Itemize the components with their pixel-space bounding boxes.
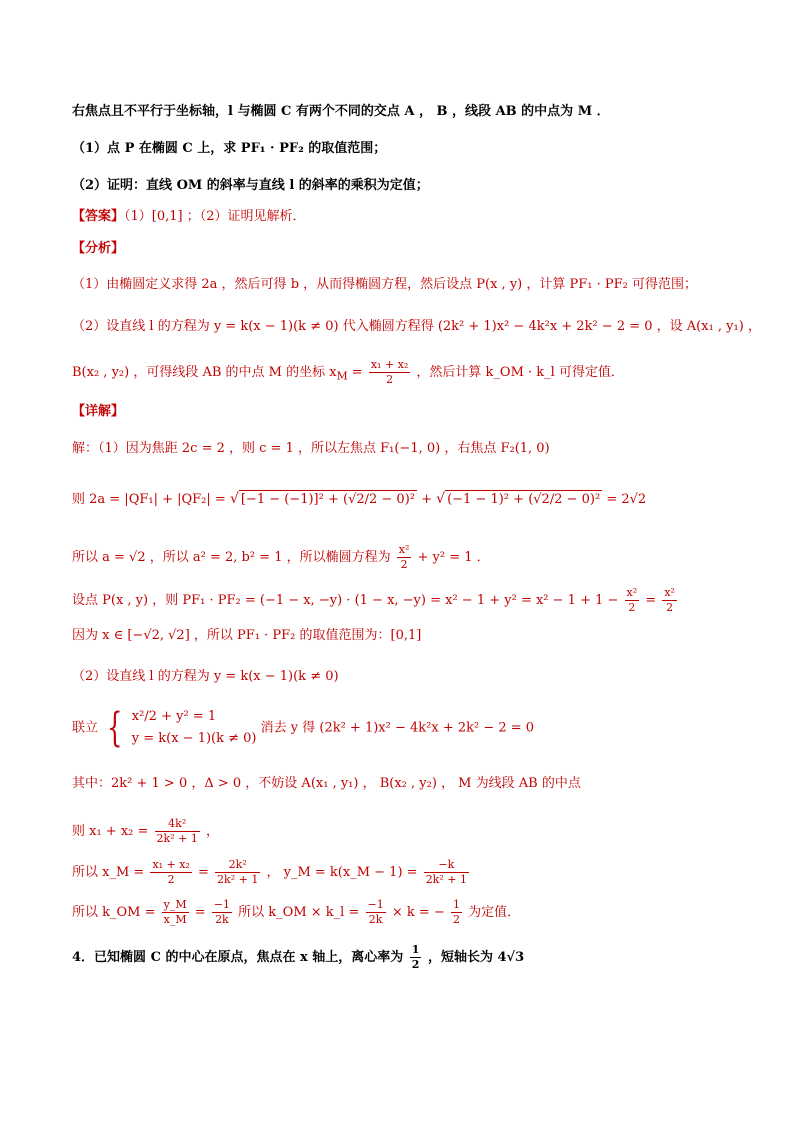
- detail-step-7: [72, 706, 534, 750]
- d10-fraction-1-den: 2: [167, 873, 175, 886]
- midpoint-fraction: [369, 358, 410, 387]
- analysis-2b-text-pre: B(x₂ , y₂) ，可得线段 AB 的中点 M 的坐标 x: [72, 365, 337, 380]
- d3-post: + y² = 1 ．: [417, 550, 490, 565]
- d11-fraction-4-den: 2: [452, 913, 460, 926]
- eccentricity-fraction-num: 1: [411, 943, 420, 956]
- detail-step-3: [72, 543, 490, 572]
- d11-fraction-3-num: −1: [367, 898, 384, 911]
- q4-pre: 4．已知椭圆 C 的中心在原点，焦点在 x 轴上，离心率为: [72, 950, 408, 965]
- ellipse-fraction: [397, 543, 412, 572]
- analysis-step-2a: （2）设直线 l 的方程为 y = k(x − 1)(k ≠ 0) 代入椭圆方程得 (2k² + 1)x² − 4k²x + 2k² − 2 = 0 ，设 A(x₁ , y₁) ，: [72, 319, 761, 334]
- left-brace: {: [107, 705, 123, 751]
- sum-fraction-den: 2k² + 1: [156, 832, 198, 845]
- detail-step-1: 解：（1）因为焦距 2c = 2 ，则 c = 1 ，所以左焦点 F₁(−1, 0) ，右焦点 F₂(1, 0): [72, 441, 550, 456]
- d11-fraction-3: [366, 898, 386, 927]
- d11-fraction-1: [162, 898, 189, 927]
- d10-fraction-3-num: −k: [424, 858, 469, 873]
- question-4: [72, 943, 524, 972]
- midpoint-fraction-num: x₁ + x₂: [370, 358, 409, 371]
- d11-fraction-4-num: 1: [452, 898, 460, 911]
- sqrt-symbol: √: [436, 491, 446, 507]
- answer-line: [72, 208, 306, 226]
- d11-mid2: × k = −: [391, 905, 449, 920]
- d11-mid: 所以 k_OM × k_l =: [238, 905, 364, 920]
- answer-tag: 【答案】: [72, 209, 125, 224]
- d2-pre: 则 2a = |QF₁| + |QF₂| =: [72, 492, 230, 507]
- d4-pre: 设点 P(x , y) ，则 PF₁ · PF₂ = (−1 − x, −y) · (1 − x, −y) = x² − 1 + y² = x² − 1 + 1 −: [72, 593, 623, 608]
- d7-pre: 联立: [72, 720, 99, 736]
- d4-fraction-2: [662, 586, 677, 615]
- d2-post: = 2√2: [606, 492, 647, 507]
- system-eq-1: x²/2 + y² = 1: [131, 709, 217, 724]
- question-2: （2）证明：直线 OM 的斜率与直线 l 的斜率的乘积为定值；: [72, 178, 429, 193]
- d11-fraction-2-den: 2k: [215, 913, 229, 926]
- d2-plus: +: [421, 492, 437, 507]
- detail-step-4: [72, 586, 679, 615]
- d7-post: 消去 y 得 (2k² + 1)x² − 4k²x + 2k² − 2 = 0: [260, 720, 535, 736]
- q4-post: ，短轴长为 4√3: [427, 950, 525, 965]
- d9-post: ，: [205, 824, 219, 839]
- d10-fraction-2: [215, 858, 260, 887]
- d4-fraction-1-den: 2: [628, 601, 636, 614]
- analysis-2b-eq: =: [347, 365, 367, 380]
- analysis-2b-text-post: ，然后计算 k_OM · k_l 可得定值．: [416, 365, 624, 380]
- d10-fraction-2-den: 2k² + 1: [217, 873, 259, 886]
- analysis-step-1: （1）由椭圆定义求得 2a ，然后可得 b ，从而得椭圆方程，然后设点 P(x , y) ，计算 PF₁ · PF₂ 可得范围；: [72, 277, 697, 292]
- d10-mid: ， y_M = k(x_M − 1) =: [266, 865, 422, 880]
- d10-eq: =: [198, 865, 214, 880]
- d10-pre: 所以 x_M =: [72, 865, 149, 880]
- d11-fraction-4: [451, 898, 462, 927]
- detail-tag-line: [72, 403, 124, 421]
- equation-system: [132, 706, 257, 750]
- detail-step-9: [72, 817, 219, 846]
- detail-step-2: [72, 490, 646, 509]
- detail-tag: 【详解】: [72, 404, 125, 419]
- d10-fraction-3-den: 2k² + 1: [425, 873, 467, 886]
- sqrt-symbol: √: [229, 491, 239, 507]
- d4-fraction-1-num: x²: [626, 586, 638, 599]
- d10-fraction-1: [150, 858, 191, 887]
- d11-fraction-1-den: x_M: [163, 913, 187, 926]
- ellipse-fraction-num: x²: [398, 543, 410, 556]
- answer-text: （1）[0,1] ；（2）证明见解析．: [124, 209, 306, 224]
- d10-fraction-2-num: 2k²: [215, 858, 260, 873]
- sum-fraction: [155, 817, 200, 846]
- d11-post: 为定值．: [468, 905, 521, 920]
- sum-fraction-num: 4k²: [155, 817, 200, 832]
- d9-pre: 则 x₁ + x₂ =: [72, 824, 153, 839]
- d4-eq: =: [645, 593, 661, 608]
- radical-1: [−1 − (−1)]² + (√2/2 − 0)²: [240, 492, 415, 507]
- d4-fraction-1: [625, 586, 640, 615]
- eccentricity-fraction: [410, 943, 422, 972]
- radical-2: (−1 − 1)² + (√2/2 − 0)²: [447, 492, 601, 507]
- detail-step-11: [72, 898, 520, 927]
- system-eq-2: y = k(x − 1)(k ≠ 0): [131, 731, 257, 746]
- detail-step-6: （2）设直线 l 的方程为 y = k(x − 1)(k ≠ 0): [72, 669, 339, 684]
- analysis-tag: 【分析】: [72, 241, 125, 256]
- detail-step-5: 因为 x ∈ [−√2, √2] ，所以 PF₁ · PF₂ 的取值范围为：[0,1]: [72, 628, 422, 643]
- d4-fraction-2-num: x²: [664, 586, 675, 599]
- d11-fraction-3-den: 2k: [368, 913, 383, 926]
- d11-fraction-1-num: y_M: [163, 898, 187, 911]
- analysis-tag-line: [72, 240, 124, 258]
- detail-step-8: 其中：2k² + 1 > 0 ，Δ > 0 ，不妨设 A(x₁ , y₁) ， B(x₂ , y₂) ， M 为线段 AB 的中点: [72, 776, 581, 791]
- ellipse-fraction-den: 2: [400, 558, 408, 571]
- d11-eq: =: [194, 905, 210, 920]
- problem-intro-line: 右焦点且不平行于坐标轴，l 与椭圆 C 有两个不同的交点 A ， B ，线段 AB 的中点为 M ．: [72, 104, 610, 119]
- d11-fraction-2: [212, 898, 232, 927]
- analysis-step-2b: [72, 358, 624, 387]
- question-1: （1）点 P 在椭圆 C 上，求 PF₁ · PF₂ 的取值范围；: [72, 141, 387, 156]
- eccentricity-fraction-den: 2: [411, 958, 420, 971]
- d11-pre: 所以 k_OM =: [72, 905, 160, 920]
- detail-step-10: [72, 858, 471, 887]
- d10-fraction-1-num: x₁ + x₂: [152, 858, 190, 871]
- analysis-2b-sub: M: [336, 369, 348, 383]
- d4-fraction-2-den: 2: [666, 601, 674, 614]
- d3-pre: 所以 a = √2 ，所以 a² = 2, b² = 1 ，所以椭圆方程为: [72, 550, 395, 565]
- midpoint-fraction-den: 2: [386, 373, 394, 386]
- d10-fraction-3: [424, 858, 469, 887]
- d11-fraction-2-num: −1: [213, 898, 231, 911]
